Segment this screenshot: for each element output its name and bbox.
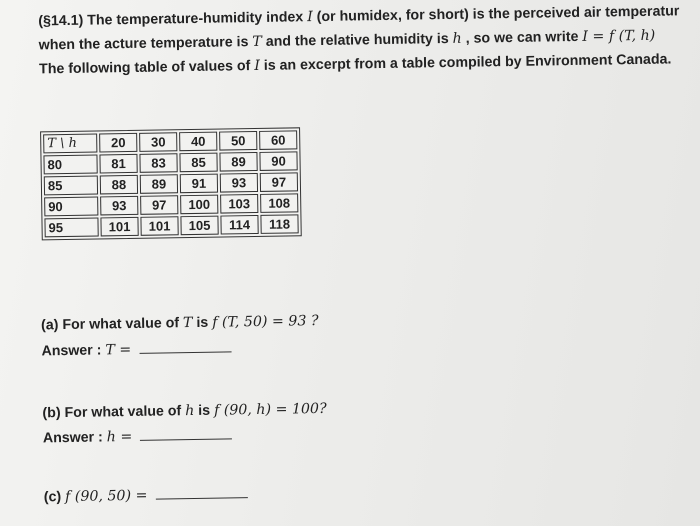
intro-text: , so we can write (461, 28, 583, 47)
answer-label: Answer : (42, 429, 107, 447)
table-cell: 97 (260, 172, 298, 192)
table-cell: 93 (220, 173, 258, 193)
question-c (44, 486, 248, 505)
row-header-cell: 85 (44, 175, 98, 195)
intro-text: (§14.1) The temperature-humidity index (38, 9, 308, 30)
answer-b (43, 427, 233, 446)
question-text: (b) For what value of (42, 403, 186, 422)
question-text: (c) (43, 489, 66, 506)
math-var-h: h (452, 30, 462, 47)
question-text: (a) For what value of (40, 315, 184, 334)
table-cell: 105 (180, 216, 218, 236)
answer-b-blank[interactable] (140, 437, 232, 440)
table-cell: 88 (100, 175, 138, 195)
table-row (44, 214, 298, 237)
math-expression: f (90, h) = 100? (213, 400, 327, 419)
answer-a-blank[interactable] (139, 350, 231, 353)
question-text: is (192, 314, 213, 332)
table-corner-cell: T \ h (43, 133, 97, 153)
math-expression: f (T, 50) = 93 ? (212, 313, 319, 331)
table-cell: 81 (99, 154, 137, 174)
table-cell: 93 (100, 196, 138, 216)
answer-label: Answer : (41, 342, 106, 360)
table-cell: 101 (100, 217, 138, 237)
math-var-T: T (182, 315, 193, 332)
table-cell: 114 (220, 215, 258, 235)
math-var-h: h (185, 402, 195, 420)
row-header-cell: 95 (44, 217, 98, 237)
math-var-I: I (307, 9, 313, 26)
question-b (42, 401, 326, 421)
math-expression: f (90, 50) = (64, 487, 148, 506)
intro-text: is an excerpt from a table compiled by Environment Canada. (259, 51, 672, 74)
table-header-cell: 20 (99, 133, 137, 153)
answer-c-blank[interactable] (155, 496, 247, 499)
intro-text: and the relative humidity is (261, 30, 453, 50)
table-header-row (43, 130, 297, 153)
table-cell: 101 (140, 216, 178, 236)
row-header-cell: 90 (44, 196, 98, 216)
table-header-cell: 50 (219, 131, 257, 151)
table-cell: 108 (260, 193, 298, 213)
humidex-table (40, 127, 302, 240)
math-var-T: T (252, 33, 262, 51)
table-cell: 97 (140, 195, 178, 215)
table-header-cell: 60 (259, 130, 297, 150)
answer-a (41, 340, 231, 359)
table-cell: 103 (220, 194, 258, 214)
problem-intro (38, 0, 700, 81)
math-var-I: I (254, 57, 261, 75)
table-cell: 85 (179, 153, 217, 173)
question-a (41, 313, 319, 333)
table-row (44, 193, 298, 216)
intro-text: when the acture temperature is (38, 34, 253, 54)
question-text: is (194, 402, 215, 419)
table-cell: 83 (139, 153, 177, 173)
math-expression: T = (105, 341, 132, 359)
table-row (43, 151, 297, 174)
intro-text: The following table of values of (38, 58, 255, 78)
table-cell: 89 (219, 152, 257, 172)
table-header-cell: 30 (139, 132, 177, 152)
table-row (44, 172, 298, 195)
table-header-cell: 40 (179, 132, 217, 152)
humidex-table-body (43, 130, 299, 237)
intro-text: (or humidex, for short) is the perceived air temperatur (312, 3, 680, 26)
table-cell: 91 (180, 174, 218, 194)
table-cell: 89 (140, 174, 178, 194)
table-cell: 90 (259, 151, 297, 171)
table-cell: 100 (180, 195, 218, 215)
table-cell: 118 (260, 214, 298, 234)
math-expression: h = (106, 428, 133, 446)
math-expression: I = f (T, h) (582, 27, 656, 45)
row-header-cell: 80 (43, 154, 97, 174)
